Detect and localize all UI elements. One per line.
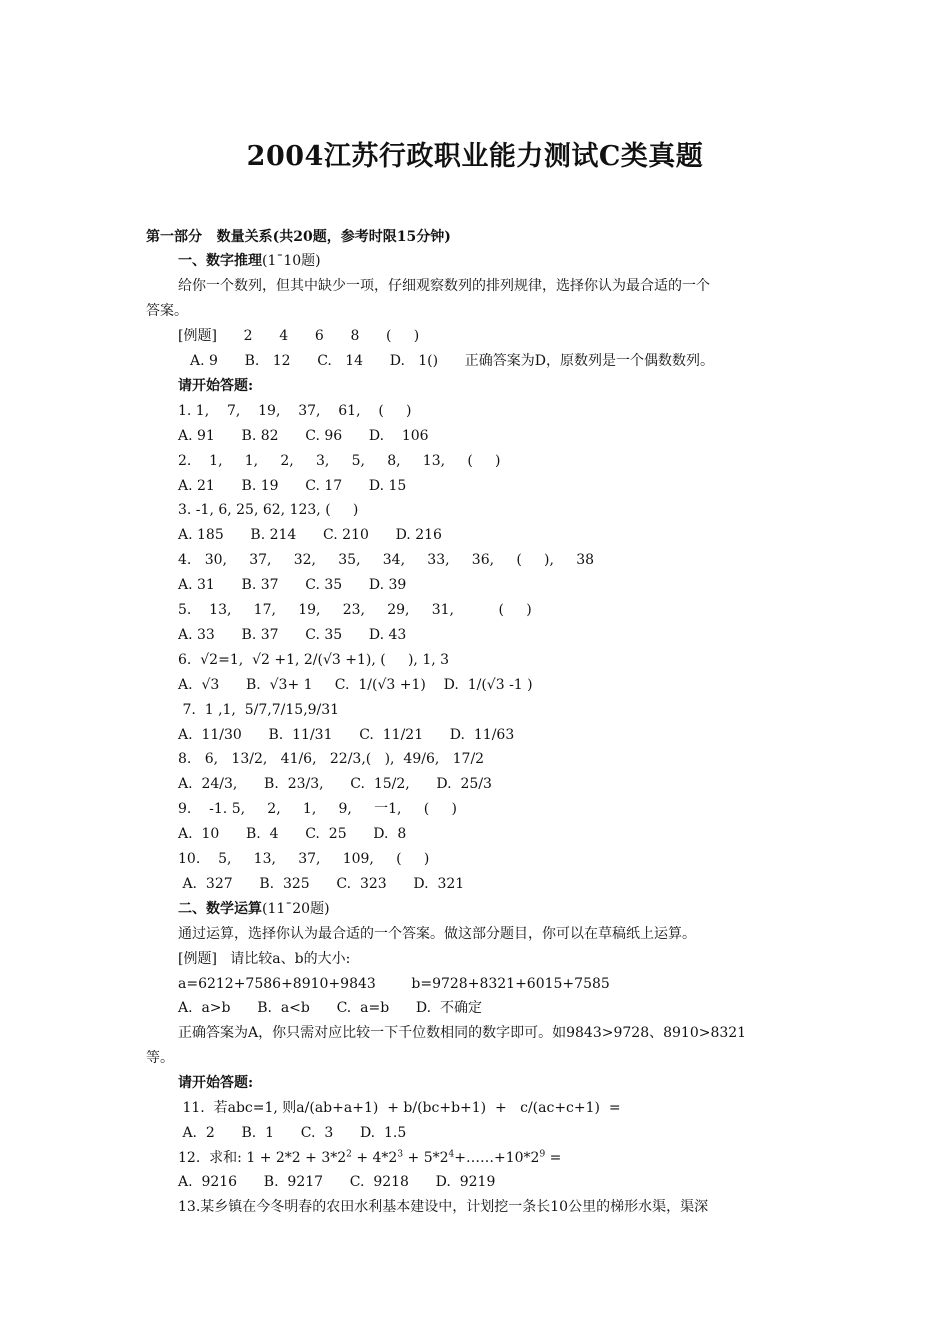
q6-options: A. √3 B. √3+ 1 C. 1/(√3 +1) D. 1/(√3 -1 ) [178,677,533,693]
q10: 10. 5, 13, 37, 109, ( ) [178,851,430,867]
section2-example-options: A. a>b B. a<b C. a=b D. 不确定 [178,1000,482,1016]
q6: 6. √2=1, √2 +1, 2/(√3 +1), ( ), 1, 3 [178,652,450,668]
q3-options: A. 185 B. 214 C. 210 D. 216 [178,527,442,543]
q4: 4. 30, 37, 32, 35, 34, 33, 36, ( ), 38 [178,552,595,568]
section1-heading-bold: 一、数字推理 [178,253,262,269]
q12-exp2: 3 [397,1149,404,1160]
q12-exp3: 4 [448,1149,455,1160]
q5-options: A. 33 B. 37 C. 35 D. 43 [178,627,407,643]
section2-start: 请开始答题: [178,1075,254,1091]
q2: 2. 1, 1, 2, 3, 5, 8, 13, ( ) [178,453,501,469]
section1-example-options: A. 9 B. 12 C. 14 D. 1() 正确答案为D，原数列是一个偶数数列。 [190,353,715,369]
q12-exp4: 9 [539,1149,546,1160]
section1-instruction-line2: 答案。 [146,303,188,319]
q7-options: A. 11/30 B. 11/31 C. 11/21 D. 11/63 [178,727,515,743]
section1-instruction-line1: 给你一个数列，但其中缺少一项，仔细观察数列的排列规律，选择你认为最合适的一个 [178,278,710,294]
q1-options: A. 91 B. 82 C. 96 D. 106 [178,428,429,444]
q9: 9. -1. 5, 2, 1, 9, 一1, ( ) [178,801,457,817]
section2-heading-bold: 二、数学运算 [178,901,262,917]
q13: 13.某乡镇在今冬明春的农田水利基本建设中，计划挖一条长10公里的梯形水渠，渠深 [178,1199,709,1215]
q8: 8. 6, 13/2, 41/6, 22/3,( ), 49/6, 17/2 [178,751,485,767]
section2-answer-line2: 等。 [146,1050,174,1066]
q11: 11. 若abc=1, 则a/(ab+a+1) + b/(bc+b+1) + c/(ac+c+1) = [178,1100,621,1116]
q12-options: A. 9216 B. 9217 C. 9218 D. 9219 [178,1174,496,1190]
q9-options: A. 10 B. 4 C. 25 D. 8 [178,826,407,842]
q5: 5. 13, 17, 19, 23, 29, 31, ( ) [178,602,532,618]
q12-end: = [545,1150,562,1166]
section2-instruction: 通过运算，选择你认为最合适的一个答案。做这部分题目，你可以在草稿纸上运算。 [178,926,696,942]
section1-start: 请开始答题: [178,378,254,394]
q12-mid1: + 4*2 [351,1150,398,1166]
section1-heading [178,251,321,271]
section2-example-ab: a=6212+7586+8910+9843 b=9728+8321+6015+7585 [178,976,610,992]
q8-options: A. 24/3, B. 23/3, C. 15/2, D. 25/3 [178,776,492,792]
q12-exp1: 2 [346,1149,352,1160]
q3: 3. -1, 6, 25, 62, 123, ( ) [178,502,359,518]
page-title: 2004江苏行政职业能力测试C类真题 [246,141,704,172]
section2-heading [178,899,330,919]
section1-example-question: [例题] 2 4 6 8 ( ) [178,328,420,344]
section2-example-label: [例题] 请比较a、b的大小: [178,951,351,967]
q12-mid2: + 5*2 [403,1150,449,1166]
q10-options: A. 327 B. 325 C. 323 D. 321 [178,876,465,892]
q1: 1. 1, 7, 19, 37, 61, ( ) [178,403,412,419]
q7: 7. 1 ,1, 5/7,7/15,9/31 [178,702,340,718]
section2-heading-range: (11¯20题) [262,901,330,917]
q4-options: A. 31 B. 37 C. 35 D. 39 [178,577,407,593]
section1-heading-range: (1¯10题) [262,253,321,269]
part1-heading: 第一部分 数量关系(共20题，参考时限15分钟) [146,229,451,245]
q12-prefix: 12. 求和: 1 + 2*2 + 3*2 [178,1150,347,1166]
q12 [178,1148,561,1168]
section2-answer-line1: 正确答案为A，你只需对应比较一下千位数相同的数字即可。如9843>9728、8910>8321 [178,1025,747,1041]
q12-mid3: +……+10*2 [454,1150,540,1166]
q11-options: A. 2 B. 1 C. 3 D. 1.5 [178,1125,407,1141]
q2-options: A. 21 B. 19 C. 17 D. 15 [178,478,407,494]
